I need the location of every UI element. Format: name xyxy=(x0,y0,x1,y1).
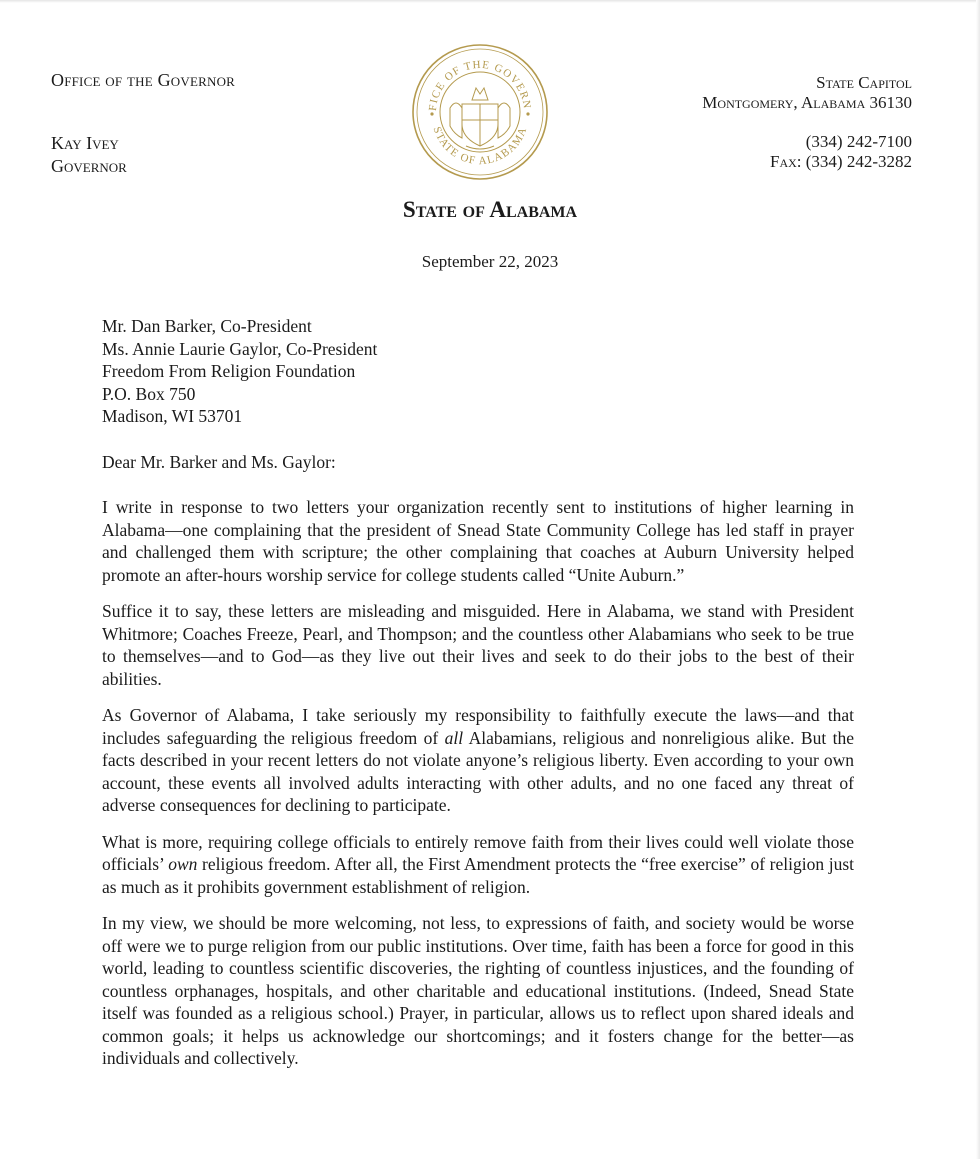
governor-block xyxy=(51,132,127,178)
seal-star-left xyxy=(430,112,433,115)
salutation: Dear Mr. Barker and Ms. Gaylor: xyxy=(102,452,336,472)
state-title: State of Alabama xyxy=(402,197,578,222)
recipient-line: Mr. Dan Barker, Co-President xyxy=(102,316,312,336)
contact-block xyxy=(770,132,912,172)
seal-coat-of-arms xyxy=(450,88,510,149)
fax-number: Fax: (334) 242-3282 xyxy=(770,152,912,171)
recipient-line: Madison, WI 53701 xyxy=(102,406,243,426)
paragraph-4-emphasis: own xyxy=(168,854,198,874)
recipient-line: Freedom From Religion Foundation xyxy=(102,361,356,381)
paragraph-4 xyxy=(102,831,854,899)
recipient-line: P.O. Box 750 xyxy=(102,383,196,404)
paragraph-2: Suffice it to say, these letters are misleading and misguided. Here in Alabama, we stand with President Whitmore; Coaches Freeze, Pearl, and Thompson; and the countless other Alabamians who seek to be true to themselves—and to God—as they live out their lives and seek to do their jobs to the best of their abilities. xyxy=(102,601,854,689)
paragraph-3-part-a: As Governor of Alabama, I take seriously my responsibility to faithfully execute the laws—and that includes safeguarding the religious freedom of xyxy=(102,705,854,748)
page-top-shadow xyxy=(0,0,980,3)
capitol-address xyxy=(702,73,912,113)
governor-title: Governor xyxy=(51,156,127,176)
paragraph-3-part-b: Alabamians, religious and nonreligious alike. But the facts described in your recent letters do not violate anyone’s religious liberty. Even according to your own account, these events all involved adults interacting with other adults, and no one faced any threat of adverse consequences for declining to participate. xyxy=(102,727,855,815)
phone-number: (334) 242-7100 xyxy=(805,132,912,151)
paragraph-4-part-b: religious freedom. After all, the First Amendment protects the “free exercise” of religion just as much as it prohibits government establishment of religion. xyxy=(102,854,854,897)
address-line-1: State Capitol xyxy=(816,73,912,92)
paragraph-3-emphasis: all xyxy=(444,727,464,748)
seal-star-right xyxy=(526,112,529,115)
paragraph-5: In my view, we should be more welcoming, not less, to expressions of faith, and society would be worse off were we to purge religion from our public institutions. Over time, faith has been a force for good in this world, leading to countless scientific discoveries, the righting of countless injustices, and the founding of countless orphanages, hospitals, and other charitable and educational institutions. (Indeed, Snead State itself was founded as a religious school.) Prayer, in particular, allows us to reflect upon shared ideals and common goals; it helps us acknowledge our shortcomings; and it fosters change for the better—as individuals and collectively. xyxy=(102,913,854,1068)
recipient-line: Ms. Annie Laurie Gaylor, Co-President xyxy=(102,338,378,359)
office-heading: Office of the Governor xyxy=(51,70,236,90)
seal-text-bottom: STATE OF ALABAMA xyxy=(430,125,530,168)
paragraph-4-part-a: What is more, requiring college officials to entirely remove faith from their lives could well violate those officials’ xyxy=(102,831,854,874)
page-right-edge xyxy=(976,0,980,1159)
address-line-2: Montgomery, Alabama 36130 xyxy=(702,93,912,112)
governor-name: Kay Ivey xyxy=(51,133,119,153)
recipient-address xyxy=(102,315,377,428)
paragraph-3 xyxy=(102,704,854,817)
letter-body xyxy=(102,496,854,1084)
seal-graphic xyxy=(410,42,550,182)
seal-text-top: FICE OF THE GOVERN xyxy=(426,58,534,112)
state-seal xyxy=(410,42,550,182)
letter-date: September 22, 2023 xyxy=(421,252,559,271)
paragraph-1: I write in response to two letters your organization recently sent to institutions of higher learning in Alabama—one complaining that the president of Snead State Community College has led staff in prayer and challenged them with scripture; the other complaining that coaches at Auburn University helped promote an after-hours worship service for college students called “Unite Auburn.” xyxy=(102,497,854,585)
